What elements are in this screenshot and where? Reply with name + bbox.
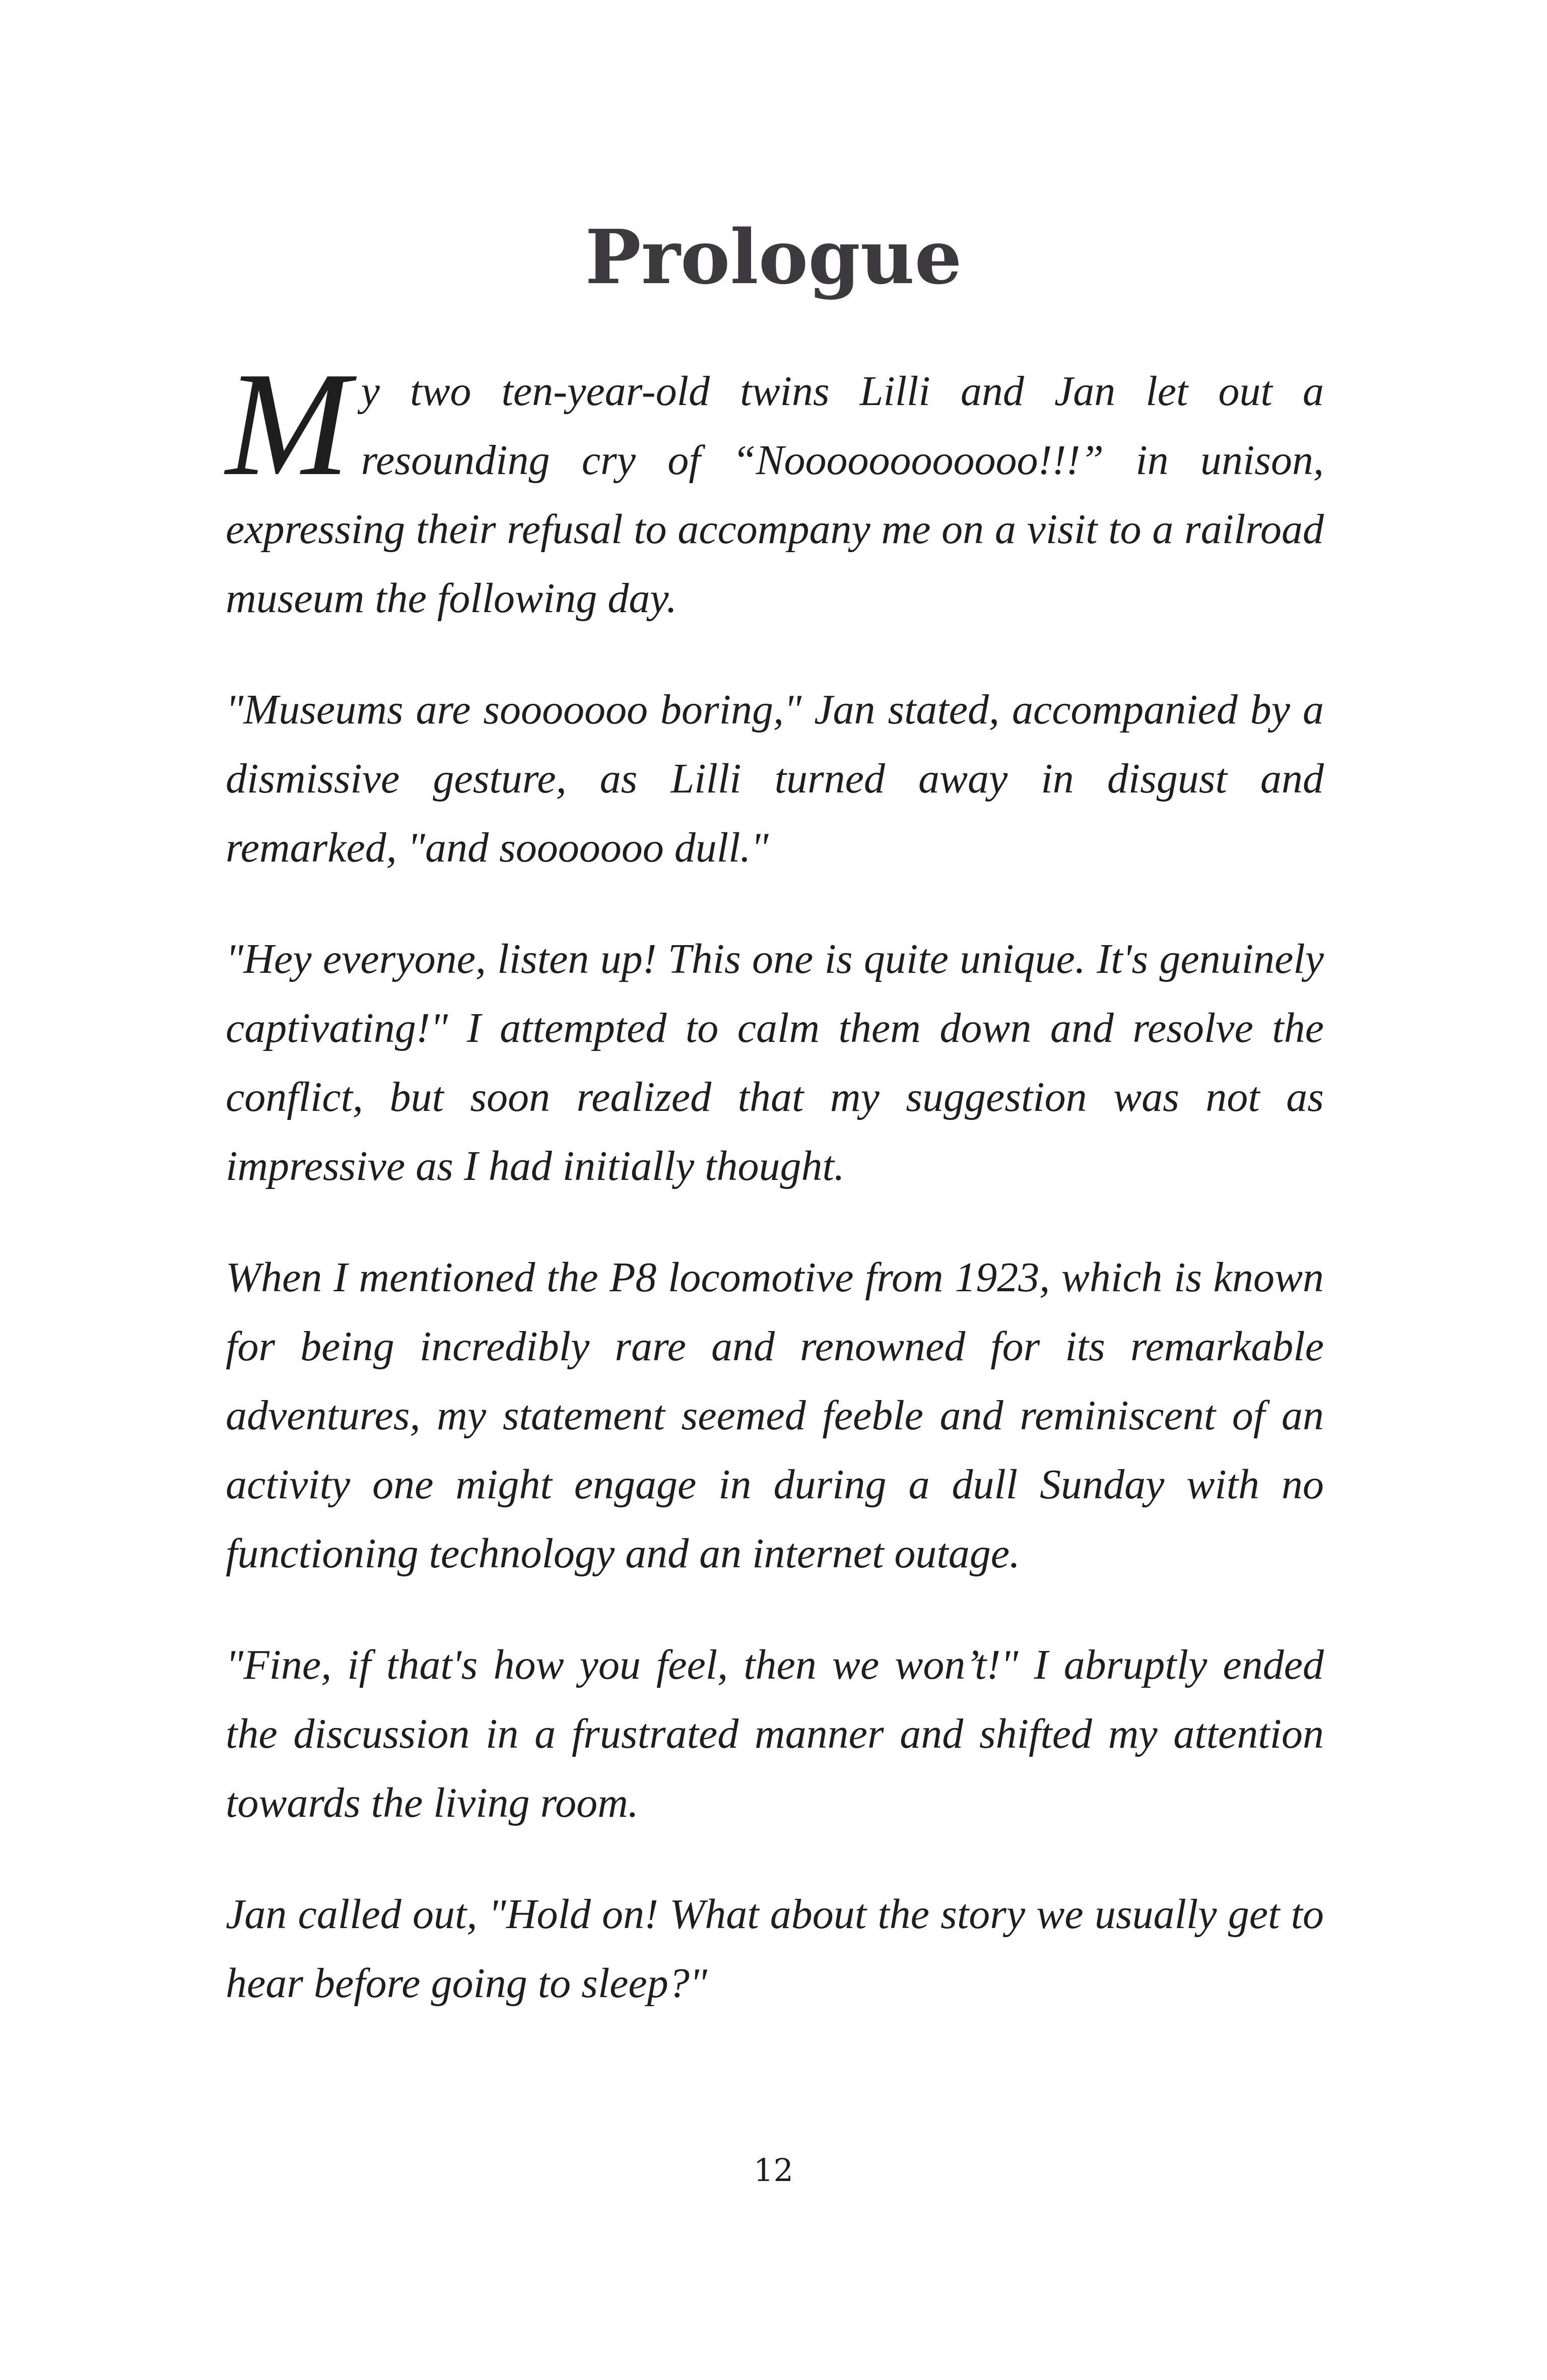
paragraph-3: "Hey everyone, listen up! This one is quite unique. It's genuinely captivating!" I attempted to calm them down and resolve the conflict, but soon realized that my suggestion was not as impressive as I had initially thought. <box>226 936 1324 1189</box>
paragraph-1-text: y two ten-year-old twins Lilli and Jan let out a resounding cry of “Noooooooooooo!!!” in unison, expressing their refusal to accompany me on a visit to a railroad museum the following day. <box>226 368 1324 622</box>
page-number: 12 <box>754 2152 793 2189</box>
paragraph-6: Jan called out, "Hold on! What about the story we usually get to hear before going to sleep?" <box>226 1891 1324 2007</box>
paragraph-4: When I mentioned the P8 locomotive from 1923, which is known for being incredibly rare and renowned for its remarkable adventures, my statement seemed feeble and reminiscent of an activity one might engage in during a dull Sunday with no functioning technology and an internet outage. <box>226 1254 1324 1577</box>
chapter-body <box>226 342 1324 2060</box>
drop-cap: M <box>226 342 350 507</box>
paragraph-2: "Museums are sooooooo boring," Jan stated, accompanied by a dismissive gesture, as Lilli turned away in disgust and remarked, "and sooooooo dull." <box>226 686 1324 871</box>
paragraph-5: "Fine, if that's how you feel, then we won’t!" I abruptly ended the discussion in a frustrated manner and shifted my attention towards the living room. <box>226 1641 1324 1826</box>
paragraph-1 <box>226 342 1324 633</box>
chapter-title: Prologue <box>585 213 962 301</box>
